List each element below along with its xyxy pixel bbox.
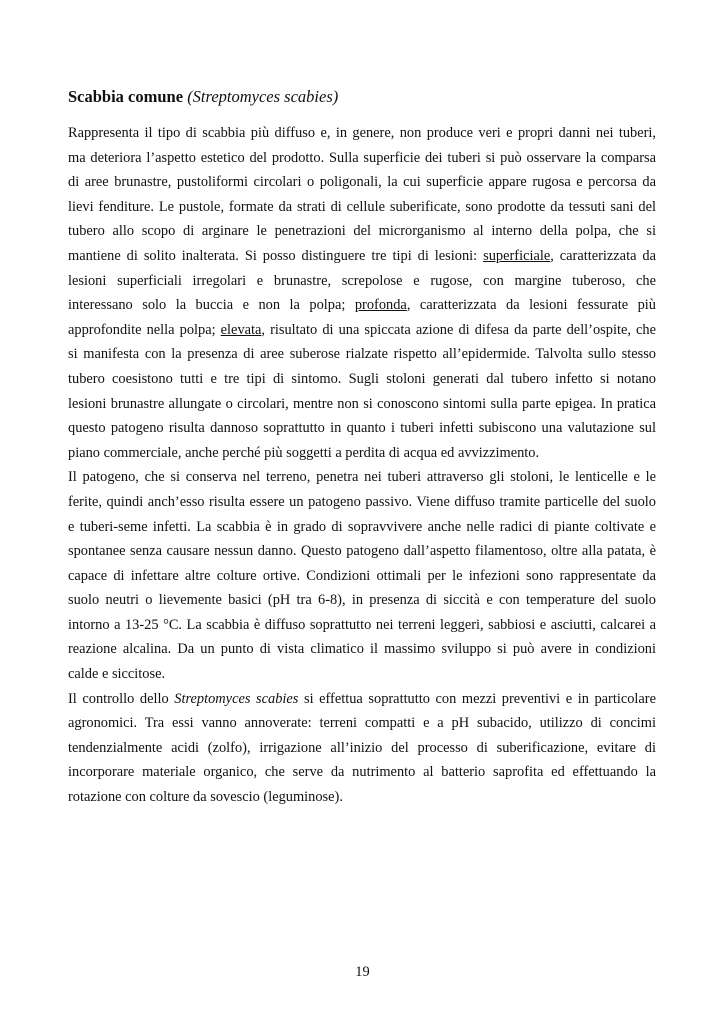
text-line: lesioni brunastre allungate o circolari, mentre non si conoscono sintomi sulla parte epigea. In pratica [68,395,656,412]
text-line: tubero allo scopo di arginare le penetrazioni del microrganismo al interno della polpa, che si [68,223,656,240]
text-line: rotazione con colture da sovescio (leguminose). [68,789,343,806]
paragraph-2 [68,465,656,686]
underlined-term-profonda: profonda [354,297,407,314]
heading-species-name: (Streptomyces scabies) [187,87,339,106]
text-line: e tuberi-seme infetti. La scabbia è in grado di sopravvivere anche nelle radici di piante coltivate e [68,518,656,535]
text-line: Rappresenta il tipo di scabbia più diffuso e, in genere, non produce veri e propri danni nei tuberi, [68,125,656,141]
text-segment: Il controllo dello [68,690,175,707]
text-line: intorno a 13-25 °C. La scabbia è diffuso soprattutto nei terreni leggeri, sabbiosi e asciutti, calcarei a [68,616,656,633]
section-heading [68,86,338,108]
text-line [68,293,656,318]
page-number: 19 [355,964,370,980]
text-segment: , risultato di una spiccata azione di difesa da parte dell’ospite, che [261,321,656,338]
body-text [68,121,656,810]
text-line: Il patogeno, che si conserva nel terreno, penetra nei tuberi attraverso gli stoloni, le lenticelle e le [68,469,656,486]
text-segment: , caratterizzata da [550,247,656,264]
text-line: spontanee senza causare nessun danno. Questo patogeno dall’aspetto filamentoso, oltre alla patata, è [68,543,656,560]
paragraph-3 [68,687,656,810]
text-line [68,244,656,269]
text-segment: approfondite nella polpa; [68,321,221,338]
text-line: questo patogeno risulta dannoso soprattutto in quanto i tuberi infetti subiscono una valutazione sul [68,420,656,437]
text-line: incorporare materiale organico, che serve da nutrimento al batterio saprofita ed effettuando la [68,764,656,781]
text-segment: si effettua soprattutto con mezzi preventivi e in particolare [298,690,656,707]
text-line: tubero coesistono tutti e tre tipi di sintomo. Sugli stoloni generati dal tubero infetto si notano [68,370,656,387]
heading-title: Scabbia comune [68,87,184,106]
text-line: calde e siccitose. [68,666,166,683]
text-line: di aree brunastre, pustoliformi circolari o poligonali, la cui superficie appare rugosa e percorsa da [68,174,656,191]
text-line [68,318,656,343]
paragraph-1 [68,121,656,465]
italic-species-name: Streptomyces scabies [174,690,299,707]
text-line: ferite, quindi anch’esso risulta essere un patogeno passivo. Viene diffuso tramite particelle del suolo [68,493,656,510]
text-segment: , caratterizzata da lesioni fessurate più [406,297,656,314]
text-line: tendenzialmente acidi (zolfo), irrigazione all’inizio del processo di suberificazione, evitare di [68,739,656,756]
text-line: agronomici. Tra essi vanno annoverate: terreni compatti e a pH subacido, utilizzo di concimi [68,715,656,732]
text-line: capace di infettare altre colture ortive. Condizioni ottimali per le infezioni sono rappresentate da [68,567,656,584]
text-line: piano commerciale, anche perché più soggetti a perdita di acqua ed avvizzimento. [68,444,540,461]
text-line: lesioni superficiali irregolari e brunastre, screpolose e rugose, con margine tuberoso, che [68,272,656,289]
text-line [68,687,656,712]
text-line: suolo neutri o lievemente basici (pH tra 6-8), in presenza di siccità e con temperature del suolo [68,592,656,609]
text-line: si manifesta con la presenza di aree suberose rialzate rispetto all’epidermide. Talvolta sullo stesso [68,346,656,363]
underlined-term-superficiale: superficiale [483,247,551,264]
text-segment: interessano solo la buccia e non la polpa; [68,297,355,314]
text-line: reazione alcalina. Da un punto di vista climatico il massimo sviluppo si può avere in condizioni [68,641,656,658]
text-line: lievi fenditure. Le pustole, formate da strati di cellule suberificate, sono prodotte da tessuti sani del [68,198,656,215]
underlined-term-elevata: elevata [220,321,262,338]
text-line: ma deteriora l’aspetto estetico del prodotto. Sulla superficie dei tuberi si può osservare la comparsa [68,149,656,166]
text-segment: mantiene di solito inalterata. Si posso distinguere tre tipi di lesioni: [68,247,484,264]
